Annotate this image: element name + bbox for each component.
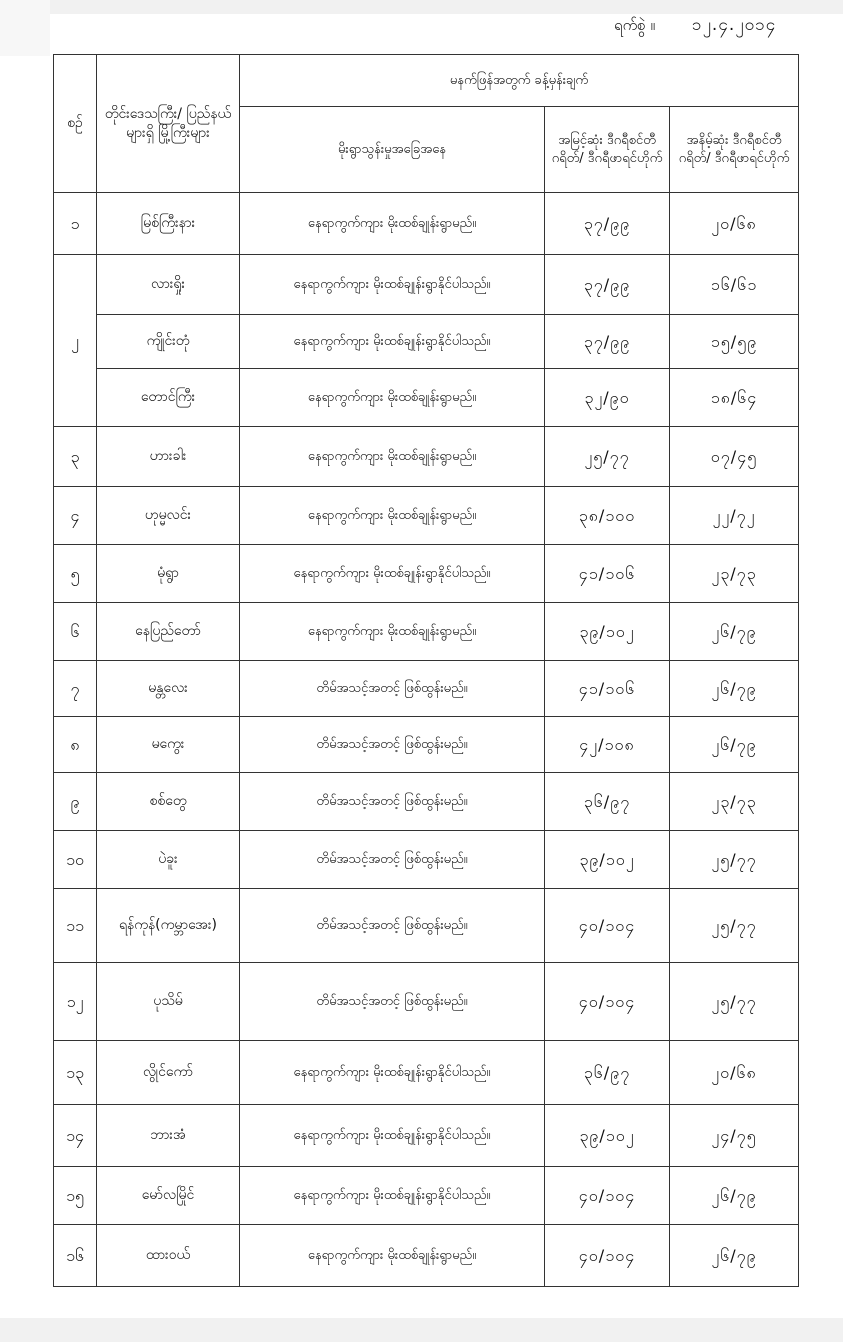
row-rainfall-condition: နေရာကွက်ကျား မိုးထစ်ချုန်းရွာနိုင်ပါသည်။ [240, 1167, 545, 1225]
row-max-temperature: ၃၉/၁၀၂ [545, 603, 670, 661]
row-min-temperature: ၂၃/၇၃ [670, 545, 799, 603]
table-row [54, 963, 799, 1041]
row-serial-number: ၁၄ [54, 1105, 97, 1167]
row-serial-number: ၅ [54, 545, 97, 603]
row-rainfall-condition: နေရာကွက်ကျား မိုးထစ်ချုန်းရွာနိုင်ပါသည်။ [240, 1041, 545, 1105]
row-serial-number: ၁၂ [54, 963, 97, 1041]
row-serial-number: ၉ [54, 773, 97, 831]
row-max-temperature: ၃၆/၉၇ [545, 1041, 670, 1105]
row-min-temperature: ၂၀/၆၈ [670, 1041, 799, 1105]
scan-corner-shade [0, 0, 50, 56]
row-rainfall-condition: နေရာကွက်ကျား မိုးထစ်ချုန်းရွာမည်။ [240, 193, 545, 255]
table-row [54, 1105, 799, 1167]
table-row [54, 603, 799, 661]
row-rainfall-condition: နေရာကွက်ကျား မိုးထစ်ချုန်းရွာနိုင်ပါသည်။ [240, 1105, 545, 1167]
table-row [54, 773, 799, 831]
row-city-name: လွိုင်ကော် [97, 1041, 240, 1105]
table-row [54, 487, 799, 545]
row-min-temperature: ၀၇/၄၅ [670, 427, 799, 487]
row-max-temperature: ၃၂/၉၀ [545, 369, 670, 427]
row-serial-number: ၁၁ [54, 889, 97, 963]
row-max-temperature: ၃၇/၉၉ [545, 255, 670, 315]
row-rainfall-condition: တိမ်အသင့်အတင့် ဖြစ်ထွန်းမည်။ [240, 773, 545, 831]
table-row [54, 427, 799, 487]
row-serial-number: ၈ [54, 717, 97, 773]
table-row [54, 661, 799, 717]
table-row [54, 831, 799, 889]
header-rainfall-condition: မိုးရွာသွန်းမှုအခြေအနေ [240, 107, 545, 193]
header-max-temperature: အမြင့်ဆုံး ဒီဂရီစင်တီဂရိတ်/ ဒီဂရီဖာရင်ဟိုက် [545, 107, 670, 193]
date-line [600, 12, 800, 40]
row-min-temperature: ၁၈/၆၄ [670, 369, 799, 427]
row-max-temperature: ၂၅/၇၇ [545, 427, 670, 487]
row-serial-number: ၇ [54, 661, 97, 717]
table-row [54, 717, 799, 773]
row-max-temperature: ၄၀/၁၀၄ [545, 1225, 670, 1287]
row-min-temperature: ၂၆/၇၉ [670, 603, 799, 661]
row-rainfall-condition: နေရာကွက်ကျား မိုးထစ်ချုန်းရွာမည်။ [240, 487, 545, 545]
row-rainfall-condition: နေရာကွက်ကျား မိုးထစ်ချုန်းရွာနိုင်ပါသည်။ [240, 255, 545, 315]
row-rainfall-condition: နေရာကွက်ကျား မိုးထစ်ချုန်းရွာနိုင်ပါသည်။ [240, 315, 545, 369]
row-rainfall-condition: တိမ်အသင့်အတင့် ဖြစ်ထွန်းမည်။ [240, 963, 545, 1041]
row-min-temperature: ၁၆/၆၁ [670, 255, 799, 315]
date-value: ၁၂.၄.၂၀၁၄ [692, 15, 777, 35]
row-max-temperature: ၄၀/၁၀၄ [545, 963, 670, 1041]
row-rainfall-condition: နေရာကွက်ကျား မိုးထစ်ချုန်းရွာမည်။ [240, 369, 545, 427]
row-serial-number: ၁၀ [54, 831, 97, 889]
row-max-temperature: ၃၈/၁၀၀ [545, 487, 670, 545]
row-city-name: ကျိုင်းတုံ [97, 315, 240, 369]
row-city-name: ပဲခူး [97, 831, 240, 889]
row-rainfall-condition: နေရာကွက်ကျား မိုးထစ်ချုန်းရွာနိုင်ပါသည်။ [240, 545, 545, 603]
row-max-temperature: ၃၉/၁၀၂ [545, 1105, 670, 1167]
row-max-temperature: ၄၁/၁၀၆ [545, 545, 670, 603]
row-city-name: နေပြည်တော် [97, 603, 240, 661]
row-serial-number: ၂ [54, 255, 97, 427]
row-city-name: မုံရွာ [97, 545, 240, 603]
row-max-temperature: ၄၁/၁၀၆ [545, 661, 670, 717]
table-row [54, 315, 799, 369]
date-label: ရက်စွဲ ။ [614, 16, 656, 34]
row-max-temperature: ၄၂/၁၀၈ [545, 717, 670, 773]
scan-bottom-margin [0, 1318, 843, 1342]
row-serial-number: ၁ [54, 193, 97, 255]
row-min-temperature: ၂၄/၇၅ [670, 1105, 799, 1167]
row-city-name: ပုသိမ် [97, 963, 240, 1041]
row-rainfall-condition: တိမ်အသင့်အတင့် ဖြစ်ထွန်းမည်။ [240, 661, 545, 717]
table-row [54, 1167, 799, 1225]
row-rainfall-condition: နေရာကွက်ကျား မိုးထစ်ချုန်းရွာမည်။ [240, 603, 545, 661]
row-serial-number: ၁၅ [54, 1167, 97, 1225]
row-serial-number: ၄ [54, 487, 97, 545]
row-city-name: မော်လမြိုင် [97, 1167, 240, 1225]
row-min-temperature: ၂၆/၇၉ [670, 661, 799, 717]
row-city-name: ဘားအံ [97, 1105, 240, 1167]
row-city-name: တောင်ကြီး [97, 369, 240, 427]
row-max-temperature: ၃၇/၉၉ [545, 193, 670, 255]
row-min-temperature: ၂၅/၇၇ [670, 831, 799, 889]
row-serial-number: ၆ [54, 603, 97, 661]
row-max-temperature: ၃၆/၉၇ [545, 773, 670, 831]
row-city-name: ထားဝယ် [97, 1225, 240, 1287]
row-serial-number: ၁၆ [54, 1225, 97, 1287]
row-min-temperature: ၂၀/၆၈ [670, 193, 799, 255]
row-max-temperature: ၃၉/၁၀၂ [545, 831, 670, 889]
row-city-name: မန္တလေး [97, 661, 240, 717]
row-max-temperature: ၃၇/၉၉ [545, 315, 670, 369]
row-serial-number: ၃ [54, 427, 97, 487]
header-region-cities: တိုင်းဒေသကြီး/ ပြည်နယ်များရှိ မြို့ကြီးများ [97, 55, 240, 193]
forecast-rows [54, 193, 799, 1287]
row-city-name: ဟားခါး [97, 427, 240, 487]
row-max-temperature: ၄၀/၁၀၄ [545, 1167, 670, 1225]
row-city-name: လားရှိုး [97, 255, 240, 315]
row-rainfall-condition: တိမ်အသင့်အတင့် ဖြစ်ထွန်းမည်။ [240, 831, 545, 889]
row-city-name: ဟုမ္မလင်း [97, 487, 240, 545]
header-min-temperature: အနိမ့်ဆုံး ဒီဂရီစင်တီဂရိတ်/ ဒီဂရီဖာရင်ဟိုက် [670, 107, 799, 193]
row-min-temperature: ၂၂/၇၂ [670, 487, 799, 545]
table-row [54, 193, 799, 255]
table-row [54, 255, 799, 315]
table-row [54, 1041, 799, 1105]
table-row [54, 369, 799, 427]
row-city-name: မကွေး [97, 717, 240, 773]
row-serial-number: ၁၃ [54, 1041, 97, 1105]
row-min-temperature: ၂၅/၇၇ [670, 963, 799, 1041]
row-rainfall-condition: တိမ်အသင့်အတင့် ဖြစ်ထွန်းမည်။ [240, 717, 545, 773]
row-max-temperature: ၄၀/၁၀၄ [545, 889, 670, 963]
row-min-temperature: ၂၅/၇၇ [670, 889, 799, 963]
row-min-temperature: ၂၆/၇၉ [670, 717, 799, 773]
row-min-temperature: ၁၅/၅၉ [670, 315, 799, 369]
row-min-temperature: ၂၃/၇၃ [670, 773, 799, 831]
table-row [54, 1225, 799, 1287]
row-city-name: မြစ်ကြီးနား [97, 193, 240, 255]
table-row [54, 545, 799, 603]
row-city-name: စစ်တွေ [97, 773, 240, 831]
row-rainfall-condition: တိမ်အသင့်အတင့် ဖြစ်ထွန်းမည်။ [240, 889, 545, 963]
row-min-temperature: ၂၆/၇၉ [670, 1225, 799, 1287]
row-rainfall-condition: နေရာကွက်ကျား မိုးထစ်ချုန်းရွာမည်။ [240, 427, 545, 487]
row-rainfall-condition: နေရာကွက်ကျား မိုးထစ်ချုန်းရွာမည်။ [240, 1225, 545, 1287]
header-serial-number: စဥ် [54, 55, 97, 193]
row-min-temperature: ၂၆/၇၉ [670, 1167, 799, 1225]
header-forecast-group: မနက်ဖြန်အတွက် ခန့်မှန်းချက် [240, 55, 799, 107]
table-row [54, 889, 799, 963]
weather-forecast-table [53, 54, 799, 1287]
row-city-name: ရန်ကုန်(ကမ္ဘာအေး) [97, 889, 240, 963]
